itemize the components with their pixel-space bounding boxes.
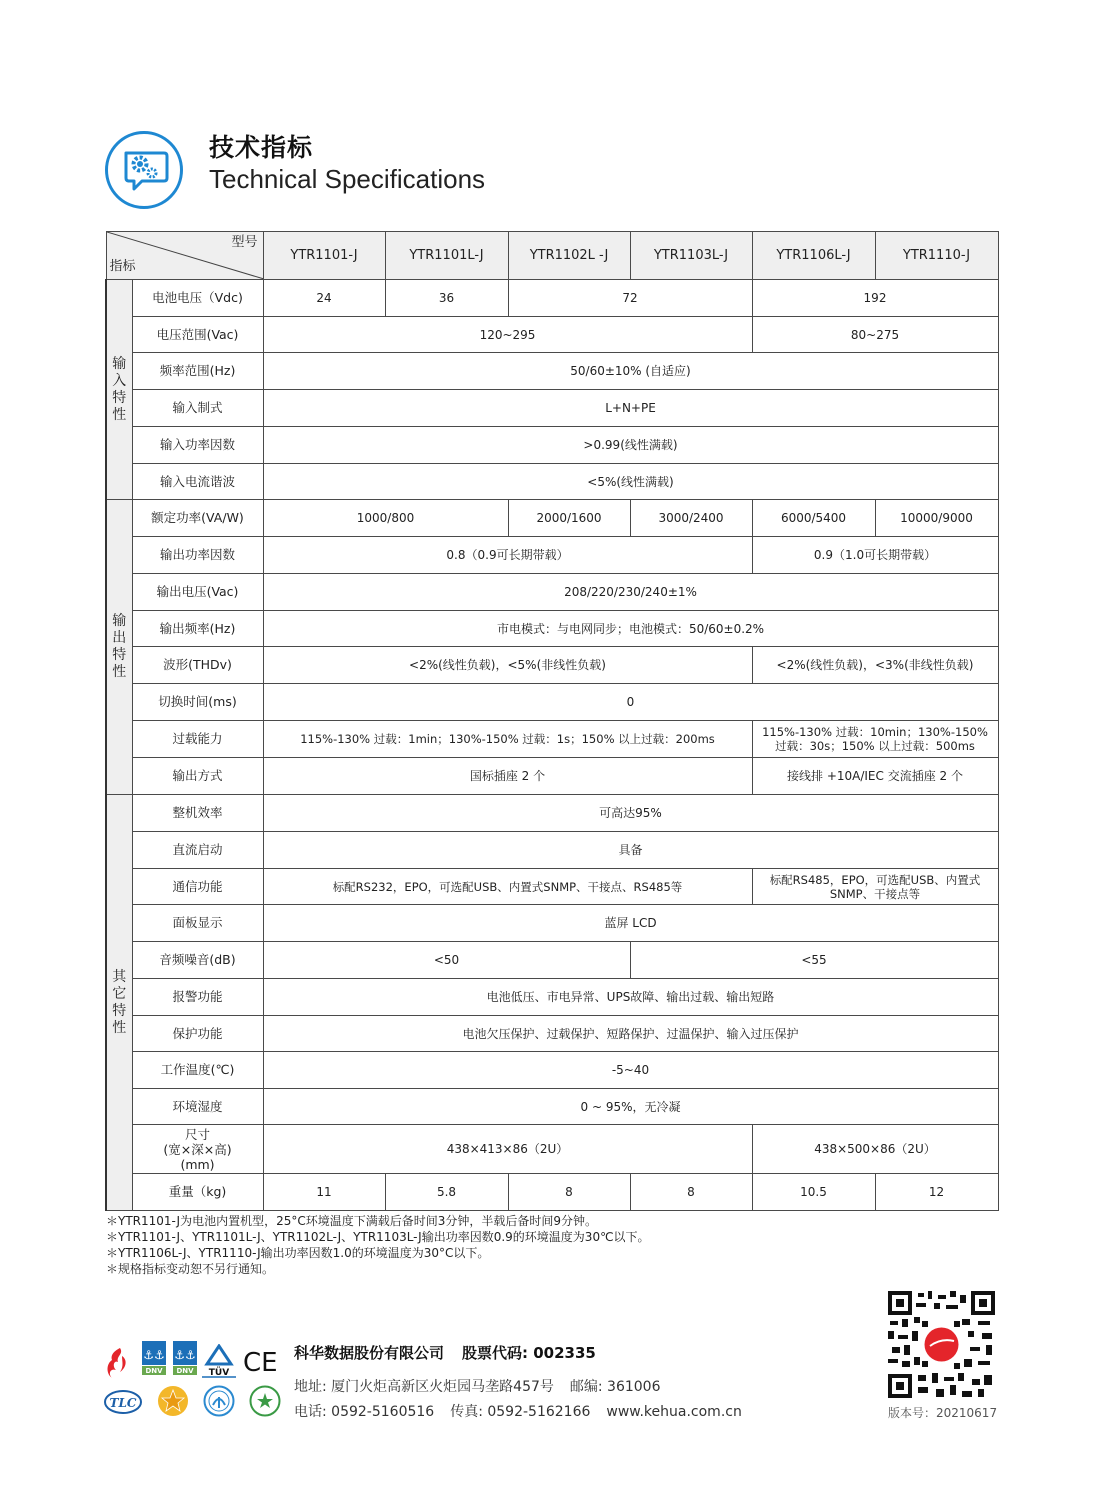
- qr-code-icon[interactable]: [888, 1291, 995, 1398]
- table-row: [106, 280, 998, 317]
- row-label: 整机效率: [132, 795, 263, 832]
- row-label: 电池电压（Vdc): [132, 280, 263, 317]
- table-cell: L+N+PE: [263, 390, 998, 427]
- table-row: [106, 537, 998, 574]
- table-cell: 438×500×86（2U）: [752, 1125, 998, 1174]
- table-cell: 208/220/230/240±1%: [263, 574, 998, 611]
- row-label: 直流启动: [132, 832, 263, 869]
- footnote: ＊规格指标变动恕不另行通知。: [106, 1262, 275, 1276]
- table-row: [106, 500, 998, 537]
- table-cell: 36: [385, 280, 508, 317]
- footnote: ＊YTR1101-J为电池内置机型，25°C环境温度下满载后备时间3分钟，半载后备时间9分钟。: [106, 1214, 597, 1228]
- row-label: 切换时间(ms): [132, 684, 263, 721]
- table-cell: 国标插座 2 个: [263, 758, 752, 795]
- table-row: [106, 758, 998, 795]
- svg-text:TLC: TLC: [109, 1396, 137, 1410]
- model-header: YTR1106L-J: [752, 232, 875, 280]
- svg-text:⚓⚓: ⚓⚓: [143, 1348, 165, 1362]
- fax: 传真: 0592-5162166: [450, 1404, 591, 1420]
- table-row: [106, 390, 998, 427]
- stock-code: 股票代码: 002335: [462, 1344, 596, 1362]
- model-header-label: 型号: [231, 235, 258, 250]
- version-number: 版本号：20210617: [888, 1406, 998, 1420]
- table-row: [106, 1174, 998, 1211]
- tlc-logo-icon: [104, 1390, 142, 1414]
- table-row: [106, 905, 998, 942]
- model-header: YTR1110-J: [875, 232, 998, 280]
- svg-text:⚓⚓: ⚓⚓: [174, 1348, 196, 1362]
- table-cell: 市电模式：与电网同步；电池模式：50/60±0.2%: [263, 611, 998, 647]
- table-cell: 蓝屏 LCD: [263, 905, 998, 942]
- table-cell: >0.99(线性满载): [263, 427, 998, 464]
- row-label: 重量（kg): [132, 1174, 263, 1211]
- row-label: 电压范围(Vac): [132, 317, 263, 353]
- footnote: ＊YTR1106L-J、YTR1110-J输出功率因数1.0的环境温度为30°C以下。: [106, 1246, 490, 1260]
- table-cell: 10.5: [752, 1174, 875, 1211]
- table-cell: -5~40: [263, 1052, 998, 1089]
- row-label-dimensions: [132, 1125, 263, 1174]
- row-label: 输出频率(Hz): [132, 611, 263, 647]
- table-cell: 0: [263, 684, 998, 721]
- dnv-iso-logo-2-icon: [173, 1338, 197, 1376]
- table-cell: 10000/9000: [875, 500, 998, 537]
- table-cell: 12: [875, 1174, 998, 1211]
- svg-text:DNV: DNV: [145, 1367, 163, 1375]
- table-cell: 6000/5400: [752, 500, 875, 537]
- phone: 电话: 0592-5160516: [294, 1404, 435, 1420]
- row-label: 输入功率因数: [132, 427, 263, 464]
- row-label: 输出功率因数: [132, 537, 263, 574]
- group-input-label: 输入特性: [112, 355, 127, 423]
- row-label: 频率范围(Hz): [132, 353, 263, 390]
- address-line: [294, 1376, 661, 1396]
- spec-table: [105, 231, 999, 1211]
- website-link[interactable]: www.kehua.com.cn: [606, 1404, 742, 1420]
- table-cell: <5%(线性满载): [263, 464, 998, 500]
- row-label-line: (mm): [180, 1156, 215, 1172]
- dnv-iso-logo-icon: [142, 1338, 166, 1376]
- row-label: 环境湿度: [132, 1089, 263, 1125]
- svg-text:DNV: DNV: [176, 1367, 194, 1375]
- row-label: 输入制式: [132, 390, 263, 427]
- table-cell: 192: [752, 280, 998, 317]
- table-cell: 0 ~ 95%，无冷凝: [263, 1089, 998, 1125]
- model-header: YTR1101L-J: [385, 232, 508, 280]
- table-row: [106, 942, 998, 979]
- table-row: [106, 317, 998, 353]
- table-row: [106, 611, 998, 647]
- svg-text:TÜV: TÜV: [208, 1368, 230, 1378]
- company-name: 科华数据股份有限公司: [294, 1344, 445, 1362]
- model-header: YTR1102L -J: [508, 232, 630, 280]
- table-cell: <2%(线性负载)，<5%(非线性负载): [263, 647, 752, 684]
- corner-header-cell: [106, 232, 263, 280]
- row-label: 面板显示: [132, 905, 263, 942]
- table-cell: 电池低压、市电异常、UPS故障、输出过载、输出短路: [263, 979, 998, 1016]
- table-row: [106, 979, 998, 1016]
- row-label: 额定功率(VA/W): [132, 500, 263, 537]
- table-row: [106, 832, 998, 869]
- table-cell: <50: [263, 942, 630, 979]
- table-cell: 80~275: [752, 317, 998, 353]
- table-cell: 11: [263, 1174, 385, 1211]
- table-cell: 3000/2400: [630, 500, 752, 537]
- table-cell: 72: [508, 280, 752, 317]
- row-label: 输入电流谐波: [132, 464, 263, 500]
- postcode: 邮编: 361006: [569, 1379, 661, 1395]
- table-cell: 5.8: [385, 1174, 508, 1211]
- page-title-cn: 技术指标: [209, 133, 314, 162]
- table-row: [106, 684, 998, 721]
- row-label: 工作温度(℃): [132, 1052, 263, 1089]
- table-row: [106, 721, 998, 758]
- table-cell: 标配RS232，EPO，可选配USB、内置式SNMP、干接点、RS485等: [263, 869, 752, 905]
- table-row: [106, 647, 998, 684]
- tuv-logo-icon: [202, 1344, 236, 1378]
- table-row: [106, 869, 998, 905]
- table-cell: 0.9（1.0可长期带载）: [752, 537, 998, 574]
- spec-header-label: 指标: [109, 259, 136, 274]
- table-header-row: [106, 232, 998, 280]
- row-label: 输出电压(Vac): [132, 574, 263, 611]
- table-row: [106, 574, 998, 611]
- table-cell: 0.8（0.9可长期带载）: [263, 537, 752, 574]
- table-cell: 1000/800: [263, 500, 508, 537]
- group-other: [106, 795, 132, 1211]
- model-header: YTR1103L-J: [630, 232, 752, 280]
- circle-cert-logo-icon: [203, 1385, 235, 1417]
- table-cell: <2%(线性负载)，<3%(非线性负载): [752, 647, 998, 684]
- table-row: [106, 1052, 998, 1089]
- group-output: [106, 500, 132, 795]
- row-label: 波形(THDv): [132, 647, 263, 684]
- ce-mark-icon: [243, 1348, 279, 1374]
- table-cell: 具备: [263, 832, 998, 869]
- table-row: [106, 1089, 998, 1125]
- row-label: 报警功能: [132, 979, 263, 1016]
- row-label: 保护功能: [132, 1016, 263, 1052]
- certification-logos: [102, 1338, 282, 1418]
- footnote: ＊YTR1101-J、YTR1101L-J、YTR1102L-J、YTR1103L-J输出功率因数0.9的环境温度为30℃以下。: [106, 1230, 650, 1244]
- table-cell: 438×413×86（2U）: [263, 1125, 752, 1174]
- row-label: 过载能力: [132, 721, 263, 758]
- footnotes: [106, 1213, 650, 1277]
- table-row: [106, 795, 998, 832]
- row-label: 音频噪音(dB): [132, 942, 263, 979]
- model-header: YTR1101-J: [263, 232, 385, 280]
- table-cell: 8: [508, 1174, 630, 1211]
- technical-specs-icon: [105, 131, 183, 209]
- group-other-label: 其它特性: [112, 968, 127, 1036]
- page-title-en: Technical Specifications: [209, 164, 486, 194]
- table-row: [106, 353, 998, 390]
- group-output-label: 输出特性: [112, 613, 127, 680]
- star-badge-logo-icon: [157, 1385, 189, 1417]
- contact-line: [294, 1401, 742, 1421]
- cqc-logo-icon: [106, 1346, 132, 1380]
- company-name-line: [294, 1342, 596, 1363]
- table-cell: 可高达95%: [263, 795, 998, 832]
- group-input: [106, 280, 132, 500]
- table-cell: 标配RS485，EPO，可选配USB、内置式SNMP、干接点等: [752, 869, 998, 905]
- table-cell: 接线排 +10A/IEC 交流插座 2 个: [752, 758, 998, 795]
- row-label: 输出方式: [132, 758, 263, 795]
- table-row: [106, 464, 998, 500]
- table-cell: 115%-130% 过载：1min；130%-150% 过载：1s；150% 以上过载：200ms: [263, 721, 752, 758]
- table-cell: 8: [630, 1174, 752, 1211]
- row-label-line: (宽×深×高): [163, 1141, 232, 1157]
- table-cell: <55: [630, 942, 998, 979]
- row-label: 通信功能: [132, 869, 263, 905]
- table-cell: 120~295: [263, 317, 752, 353]
- table-cell: 115%-130% 过载：10min；130%-150% 过载：30s；150% 以上过载：500ms: [752, 721, 998, 758]
- table-cell: 50/60±10% (自适应): [263, 353, 998, 390]
- table-row: [106, 1125, 998, 1174]
- table-row: [106, 1016, 998, 1052]
- svg-text:CE: CE: [243, 1348, 278, 1374]
- table-cell: 电池欠压保护、过载保护、短路保护、过温保护、输入过压保护: [263, 1016, 998, 1052]
- row-label-line: 尺寸: [184, 1126, 210, 1142]
- table-row: [106, 427, 998, 464]
- table-cell: 24: [263, 280, 385, 317]
- table-cell: 2000/1600: [508, 500, 630, 537]
- address: 地址: 厦门火炬高新区火炬园马垄路457号: [294, 1379, 554, 1395]
- green-star-cert-logo-icon: [249, 1385, 281, 1417]
